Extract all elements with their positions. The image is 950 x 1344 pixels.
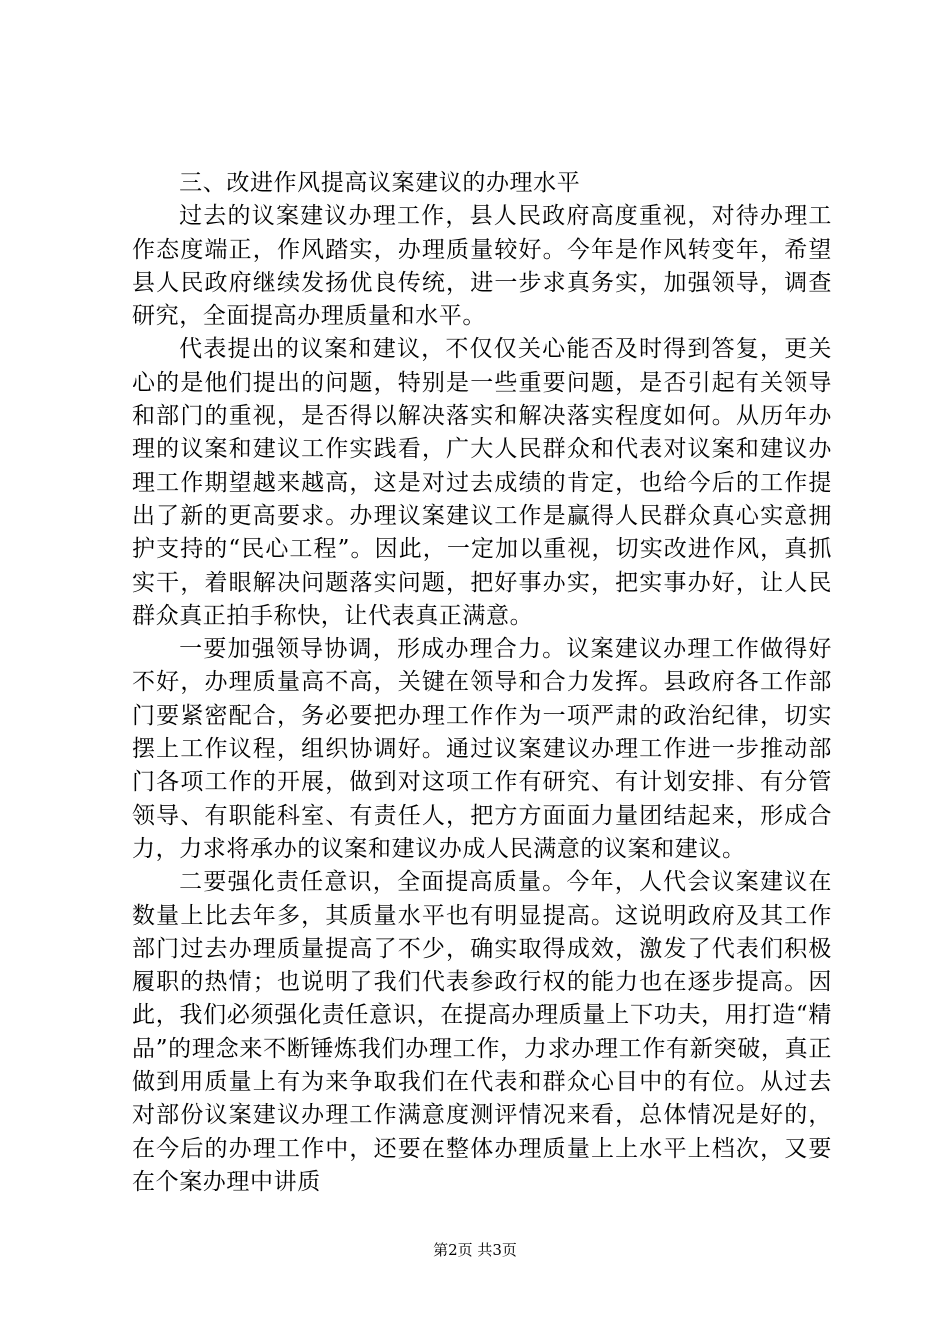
document-body (132, 167, 832, 1199)
paragraph-3: 一要加强领导协调，形成办理合力。议案建议办理工作做得好不好，办理质量高不高，关键在领导和合力发挥。县政府各工作部门要紧密配合，务必要把办理工作作为一项严肃的政治纪律，切实摆上工作议程，组织协调好。通过议案建议办理工作进一步推动部门各项工作的开展，做到对这项工作有研究、有计划安排、有分管领导、有职能科室、有责任人，把方方面面力量团结起来，形成合力，力求将承办的议案和建议办成人民满意的议案和建议。 (132, 636, 832, 862)
paragraph-2: 代表提出的议案和建议，不仅仅关心能否及时得到答复，更关心的是他们提出的问题，特别是一些重要问题，是否引起有关领导和部门的重视，是否得以解决落实和解决落实程度如何。从历年办理的议案和建议工作实践看，广大人民群众和代表对议案和建议办理工作期望越来越高，这是对过去成绩的肯定，也给今后的工作提出了新的更高要求。办理议案建议工作是赢得人民群众真心实意拥护支持的“民心工程”。因此，一定加以重视，切实改进作风，真抓实干，着眼解决问题落实问题，把好事办实，把实事办好，让人民群众真正拍手称快，让代表真正满意。 (132, 336, 832, 629)
page-footer (0, 1240, 950, 1260)
page-number: 第2页 共3页 (433, 1241, 517, 1259)
paragraph-4: 二要强化责任意识，全面提高质量。今年，人代会议案建议在数量上比去年多，其质量水平也有明显提高。这说明政府及其工作部门过去办理质量提高了不少，确实取得成效，激发了代表们积极履职的热情；也说明了我们代表参政行权的能力也在逐步提高。因此，我们必须强化责任意识，在提高办理质量上下功夫，用打造“精品”的理念来不断锤炼我们办理工作，力求办理工作有新突破，真正做到用质量上有为来争取我们在代表和群众心目中的有位。从过去对部份议案建议办理工作满意度测评情况来看，总体情况是好的，在今后的办理工作中，还要在整体办理质量上上水平上档次，又要在个案办理中讲质 (132, 869, 832, 1195)
paragraph-1: 过去的议案建议办理工作，县人民政府高度重视，对待办理工作态度端正，作风踏实，办理质量较好。今年是作风转变年，希望县人民政府继续发扬优良传统，进一步求真务实，加强领导，调查研究，全面提高办理质量和水平。 (132, 203, 832, 330)
section-heading: 三、改进作风提高议案建议的办理水平 (179, 170, 581, 196)
